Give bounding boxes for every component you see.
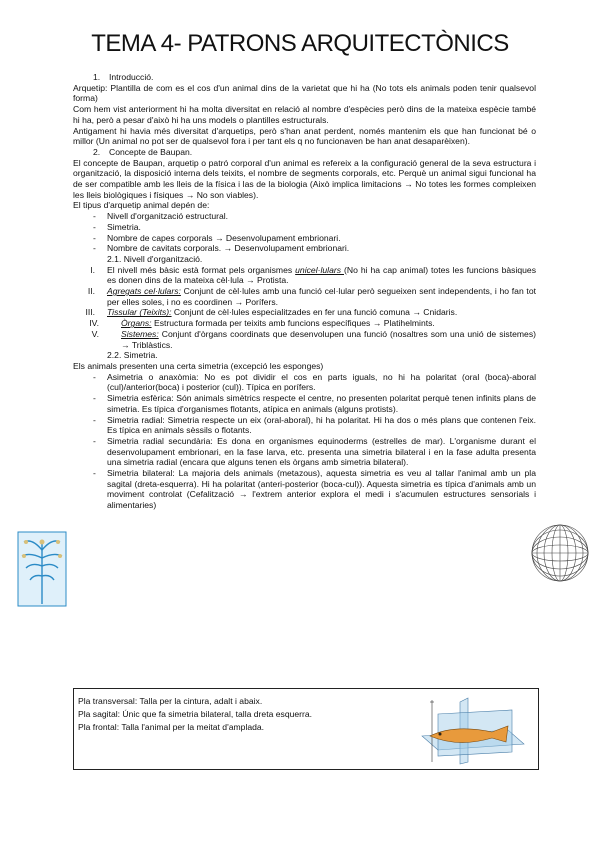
page-title: TEMA 4- PATRONS ARQUITECTÒNICS xyxy=(91,30,509,57)
paragraph: Com hem vist anteriorment hi ha molta diversitat en relació al nombre d'espècies però dins de la mateixa espècie també hi ha, però a pesar d'això hi ha uns models o plantilles estructurals. xyxy=(73,104,536,125)
section-title: Introducció. xyxy=(109,72,154,82)
paragraph: Els animals presenten una certa simetria (excepció les esponges) xyxy=(73,360,324,371)
fish-planes-illustration xyxy=(408,696,532,766)
term: Sistemes: xyxy=(121,328,159,339)
section-number: 2. xyxy=(93,146,101,157)
list-item: - Simetria radial: Simetria respecte un eix (oral-aboral), hi ha polaritat. Hi ha dos o més plans que contenen l'eix. Es típica en animals sèssils o flotants. xyxy=(73,415,536,436)
section-number: 1. xyxy=(93,72,101,82)
term: unicel·lulars xyxy=(295,264,344,275)
factor-list xyxy=(73,211,536,254)
list-item: V. Sistemes: Conjunt d'òrgans coordinats que desenvolupen una funció (nosaltres som una unió de sistemes) → Triblàstics. xyxy=(91,328,536,350)
list-item: - Simetria bilateral: La majoria dels animals (metazous), aquesta simetria es veu al tallar l'animal amb un pla sagital (dreta-esquerra). Hi ha polaritat (anteri-posterior (boca-cul)). Aquesta simetria es típica d'animals amb un moviment controlat (Cefalització → l'extrem anterior explora el medi i s'acumulen estructures sensorials i alimentaries) xyxy=(73,468,536,511)
list-item: III. Tissular (Teixits): Conjunt de cèl·lules especialitzades en fer una funció comuna → Cnidaris. xyxy=(85,307,458,318)
plane-sagital: Pla sagital: Únic que fa simetria bilateral, talla dreta esquerra. xyxy=(78,709,313,719)
term: Tissular (Teixits): xyxy=(107,307,172,318)
spherical-symmetry-illustration xyxy=(529,522,591,584)
list-item: - Nombre de cavitats corporals. → Desenvolupament embrionari. xyxy=(73,243,536,254)
list-item: - Asimetria o anaxòmia: No es pot dividir el cos en parts iguals, no hi ha polaritat (oral (boca)-aboral (cul)/anterior(boca) i posterior (cul)). Típica en porífers. xyxy=(73,372,536,393)
list-item: - Simetria. xyxy=(73,222,536,233)
term: Agregats cel·lulars: xyxy=(107,286,181,297)
term: Òrgans: xyxy=(121,318,152,329)
section-title: Concepte de Baupan. xyxy=(109,146,193,157)
list-item: - Nivell d'organització estructural. xyxy=(73,211,536,222)
list-item: - Simetria esfèrica: Són animals simètrics respecte el centre, no presenten polaritat perquè tenen infinits plans de simetria. Es típica d'organismes flotants, atípica en animals (alguns protists). xyxy=(73,393,536,414)
list-item: I. El nivell més bàsic està format pels organismes unicel·lulars (No hi ha cap animal) totes les funcions bàsiques es donen dins de la mateixa cèl·lula → Protista. xyxy=(90,264,536,286)
subsection-heading: 2.1. Nivell d'organització. xyxy=(107,253,203,264)
section-heading-baupan xyxy=(73,147,536,158)
radial-animal-illustration xyxy=(14,530,70,608)
paragraph: Antigament hi havia més diversitat d'arquetips, però s'han anat perdent, només mantenim els que han funcionat bé o millor (Un animal no pot ser de qualsevol fora i per tant els q no funcionaven be han anat desaparèixen). xyxy=(73,125,536,147)
list-item: II. Agregats cel·lulars: Conjunt de cèl·lules amb una funció cel·lular però segueixen sent independents, i ho fan tot per elles soles, i no es coordinen → Porífers. xyxy=(87,286,536,307)
plane-transversal: Pla transversal: Talla per la cintura, adalt i abaix. xyxy=(78,696,263,706)
list-item: IV. Òrgans: Estructura formada per teixits amb funcions específiques → Platihelmints. xyxy=(89,318,435,329)
organization-levels xyxy=(73,265,536,351)
list-item: - Nombre de capes corporals → Desenvolupament embrionari. xyxy=(73,233,536,244)
paragraph: El tipus d'arquetip animal depén de: xyxy=(73,200,210,211)
section-heading-intro xyxy=(73,72,536,83)
document-body xyxy=(73,72,536,511)
plane-frontal: Pla frontal: Talla l'animal per la meitat d'amplada. xyxy=(78,722,265,732)
symmetry-list xyxy=(73,372,536,511)
paragraph: El concepte de Baupan, arquetip o patró corporal d'un animal es refereix a la configuració general de la seva estructura i organització, la disposició interna dels teixits, el nombre de segments corporals, etc. Perquè un animal sigui funcional ha de ser compatible amb les lleis de la física i las de la biologia (Això implica limitacions → No totes les formes compleixen les lleis biològiques i físiques → No son viables). xyxy=(73,157,536,200)
subsection-heading: 2.2. Simetria. xyxy=(107,350,158,361)
paragraph: Arquetip: Plantilla de com es el cos d'un animal dins de la varietat que hi ha (No tots els animals poden tenir qualsevol forma) xyxy=(73,82,536,104)
list-item: - Simetria radial secundària: Es dona en organismes equinoderms (estrelles de mar). L'organisme durant el desenvolupament embrionari, en la fase larva, etc. presenta una simetria bilateral i en la fase adulta presenta una simetria radial (encara que alguns tenen els òrgans amb simetria bilateral). xyxy=(73,436,536,468)
